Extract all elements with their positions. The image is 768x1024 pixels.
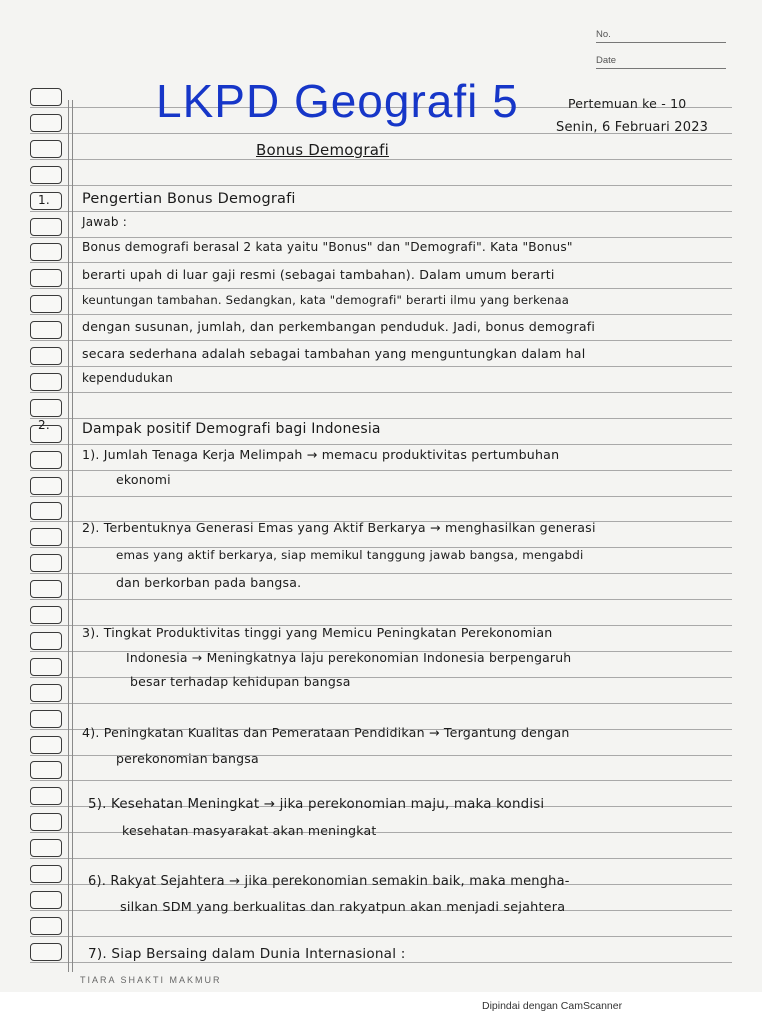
point-3-line-3: besar terhadap kehidupan bangsa [130, 674, 351, 689]
margin-box [30, 580, 62, 598]
point-1-line-1: 1). Jumlah Tenaga Kerja Melimpah → memacu produktivitas pertumbuhan [82, 447, 560, 462]
rule-line [30, 444, 732, 445]
margin-box [30, 295, 62, 313]
no-line [596, 42, 726, 43]
point-2-line-2: emas yang aktif berkarya, siap memikul tanggung jawab bangsa, mengabdi [116, 548, 584, 562]
rule-line [30, 936, 732, 937]
rule-line [30, 418, 732, 419]
rule-line [30, 237, 732, 238]
margin-box [30, 865, 62, 883]
margin-box [30, 528, 62, 546]
rule-line [30, 262, 732, 263]
rule-line [30, 858, 732, 859]
point-4-line-1: 4). Peningkatan Kualitas dan Pemerataan Pendidikan → Tergantung dengan [82, 725, 570, 740]
margin-box [30, 710, 62, 728]
point-3-line-2: Indonesia → Meningkatnya laju perekonomian Indonesia berpengaruh [126, 650, 572, 665]
point-2-line-1: 2). Terbentuknya Generasi Emas yang Aktif Berkarya → menghasilkan generasi [82, 520, 596, 535]
margin-box [30, 917, 62, 935]
section1-line-5: secara sederhana adalah sebagai tambahan yang menguntungkan dalam hal [82, 346, 586, 361]
section1-line-1: Bonus demografi berasal 2 kata yaitu "Bonus" dan "Demografi". Kata "Bonus" [82, 240, 573, 254]
margin-line-right [72, 100, 73, 972]
section1-heading: Pengertian Bonus Demografi [82, 191, 296, 207]
point-6-line-1: 6). Rakyat Sejahtera → jika perekonomian semakin baik, maka mengha- [88, 874, 570, 889]
margin-box [30, 839, 62, 857]
rule-line [30, 366, 732, 367]
point-6-line-2: silkan SDM yang berkualitas dan rakyatpun akan menjadi sejahtera [120, 900, 566, 915]
point-2-line-3: dan berkorban pada bangsa. [116, 575, 302, 590]
margin-box [30, 166, 62, 184]
meeting-number: Pertemuan ke - 10 [568, 96, 687, 111]
rule-line [30, 780, 732, 781]
margin-box [30, 813, 62, 831]
margin-line-left [68, 100, 69, 972]
rule-line [30, 470, 732, 471]
point-3-line-1: 3). Tingkat Produktivitas tinggi yang Memicu Peningkatan Perekonomian [82, 625, 553, 640]
margin-box [30, 373, 62, 391]
section1-line-4: dengan susunan, jumlah, dan perkembangan penduduk. Jadi, bonus demografi [82, 319, 596, 334]
page-title: LKPD Geografi 5 [156, 75, 519, 127]
rule-line [30, 962, 732, 963]
rule-line [30, 288, 732, 289]
margin-box [30, 451, 62, 469]
section1-line-3: keuntungan tambahan. Sedangkan, kata "demografi" berarti ilmu yang berkenaa [82, 293, 570, 307]
answer-label: Jawab : [82, 215, 127, 229]
margin-box [30, 787, 62, 805]
margin-box [30, 114, 62, 132]
point-7-line-1: 7). Siap Bersaing dalam Dunia Internasional : [88, 946, 406, 962]
margin-box [30, 140, 62, 158]
rule-line [30, 392, 732, 393]
point-5-line-2: kesehatan masyarakat akan meningkat [122, 823, 377, 838]
margin-box [30, 88, 62, 106]
margin-box [30, 347, 62, 365]
margin-box [30, 761, 62, 779]
subtitle: Bonus Demografi [256, 141, 389, 159]
margin-box [30, 658, 62, 676]
margin-box [30, 736, 62, 754]
rule-line [30, 703, 732, 704]
margin-box [30, 891, 62, 909]
margin-box [30, 632, 62, 650]
section1-number: 1. [38, 193, 50, 207]
date-label: Date [596, 55, 617, 66]
rule-line [30, 314, 732, 315]
margin-box [30, 218, 62, 236]
margin-box [30, 943, 62, 961]
rule-line [30, 185, 732, 186]
margin-box [30, 399, 62, 417]
date-line [596, 68, 726, 69]
point-4-line-2: perekonomian bangsa [116, 751, 259, 766]
point-5-line-1: 5). Kesehatan Meningkat → jika perekonomian maju, maka kondisi [88, 797, 545, 812]
margin-box [30, 554, 62, 572]
margin-box [30, 477, 62, 495]
margin-box [30, 269, 62, 287]
section1-line-6: kependudukan [82, 371, 174, 385]
meeting-date: Senin, 6 Februari 2023 [556, 120, 709, 135]
margin-box [30, 321, 62, 339]
rule-line [30, 573, 732, 574]
margin-box [30, 684, 62, 702]
scanner-watermark: Dipindai dengan CamScanner [482, 1000, 623, 1012]
rule-line [30, 599, 732, 600]
section2-heading: Dampak positif Demografi bagi Indonesia [82, 421, 381, 437]
margin-box [30, 606, 62, 624]
margin-box [30, 243, 62, 261]
section2-number: 2. [38, 418, 50, 432]
rule-line [30, 211, 732, 212]
no-label: No. [596, 29, 611, 40]
section1-line-2: berarti upah di luar gaji resmi (sebagai tambahan). Dalam umum berarti [82, 267, 555, 282]
rule-line [30, 159, 732, 160]
rule-line [30, 496, 732, 497]
point-1-line-2: ekonomi [116, 472, 171, 487]
rule-line [30, 340, 732, 341]
notebook-brand: TIARA SHAKTI MAKMUR [80, 975, 222, 985]
margin-box [30, 502, 62, 520]
